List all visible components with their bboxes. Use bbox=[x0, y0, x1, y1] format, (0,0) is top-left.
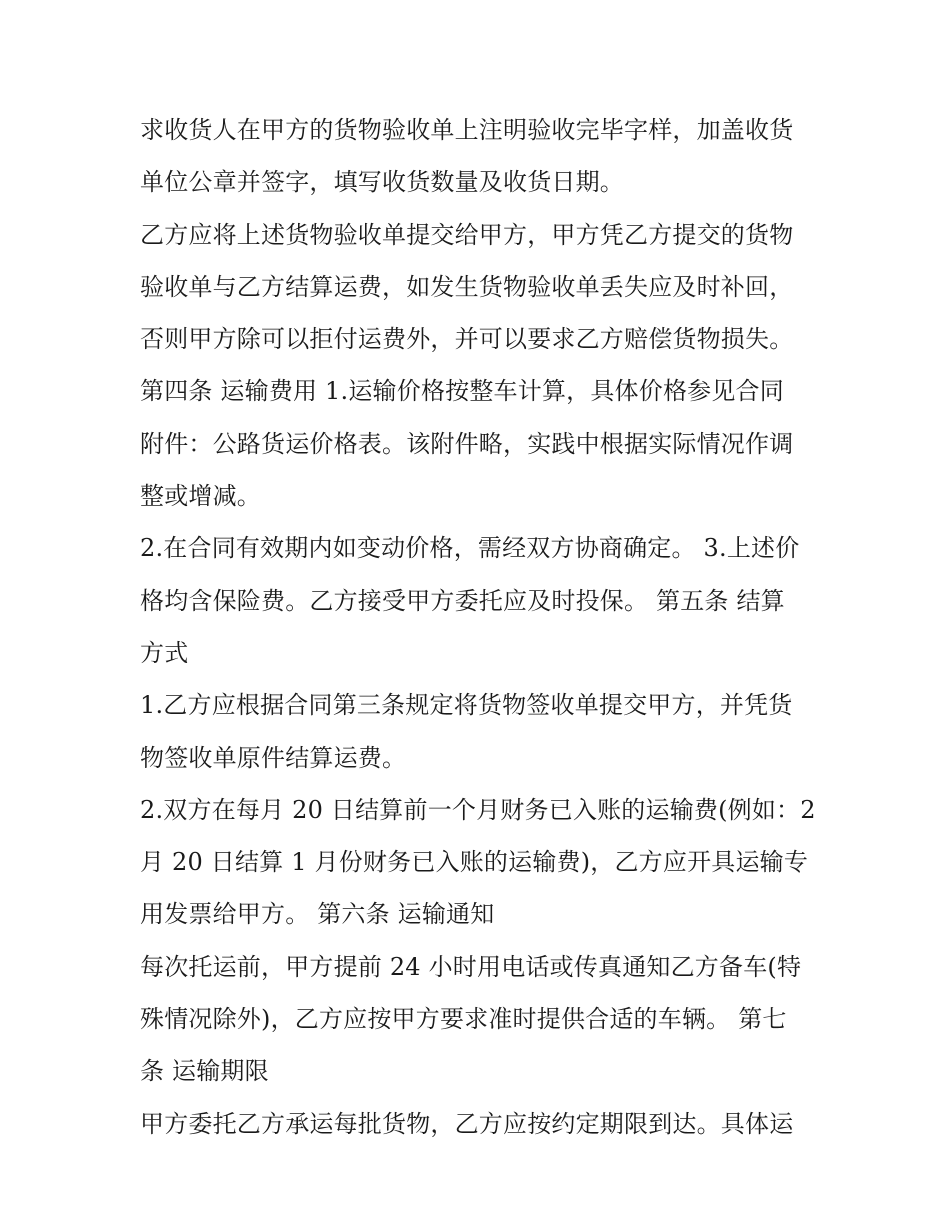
text-line: 1.乙方应根据合同第三条规定将货物签收单提交甲方，并凭货 bbox=[140, 691, 793, 720]
text-line: 乙方应将上述货物验收单提交给甲方，甲方凭乙方提交的货物 bbox=[140, 220, 794, 249]
text-line: 每次托运前，甲方提前 24 小时用电话或传真通知乙方备车(特 bbox=[140, 952, 802, 981]
contract-text-body bbox=[140, 104, 820, 1150]
text-line: 2.双方在每月 20 日结算前一个月财务已入账的运输费(例如：2 bbox=[140, 795, 816, 824]
text-line: 用发票给甲方。 第六条 运输通知 bbox=[140, 900, 495, 929]
text-line: 方式 bbox=[140, 638, 189, 667]
text-line: 条 运输期限 bbox=[140, 1057, 269, 1086]
text-line: 第四条 运输费用 1.运输价格按整车计算，具体价格参见合同 bbox=[140, 377, 784, 406]
text-line: 物签收单原件结算运费。 bbox=[140, 743, 407, 772]
text-line: 殊情况除外)，乙方应按甲方要求准时提供合适的车辆。 第七 bbox=[140, 1005, 787, 1034]
text-line: 甲方委托乙方承运每批货物，乙方应按约定期限到达。具体运 bbox=[140, 1109, 794, 1138]
text-line: 格均含保险费。乙方接受甲方委托应及时投保。 第五条 结算 bbox=[140, 586, 785, 615]
text-line: 单位公章并签字，填写收货数量及收货日期。 bbox=[140, 168, 624, 197]
text-line: 整或增减。 bbox=[140, 482, 261, 511]
text-line: 月 20 日结算 1 月份财务已入账的运输费)，乙方应开具运输专 bbox=[140, 848, 809, 877]
text-line: 否则甲方除可以拒付运费外，并可以要求乙方赔偿货物损失。 bbox=[140, 325, 794, 354]
text-line: 2.在合同有效期内如变动价格，需经双方协商确定。 3.上述价 bbox=[140, 534, 800, 563]
text-line: 求收货人在甲方的货物验收单上注明验收完毕字样，加盖收货 bbox=[140, 116, 794, 144]
text-line: 附件：公路货运价格表。该附件略，实践中根据实际情况作调 bbox=[140, 429, 794, 458]
text-line: 验收单与乙方结算运费，如发生货物验收单丢失应及时补回， bbox=[140, 272, 794, 301]
